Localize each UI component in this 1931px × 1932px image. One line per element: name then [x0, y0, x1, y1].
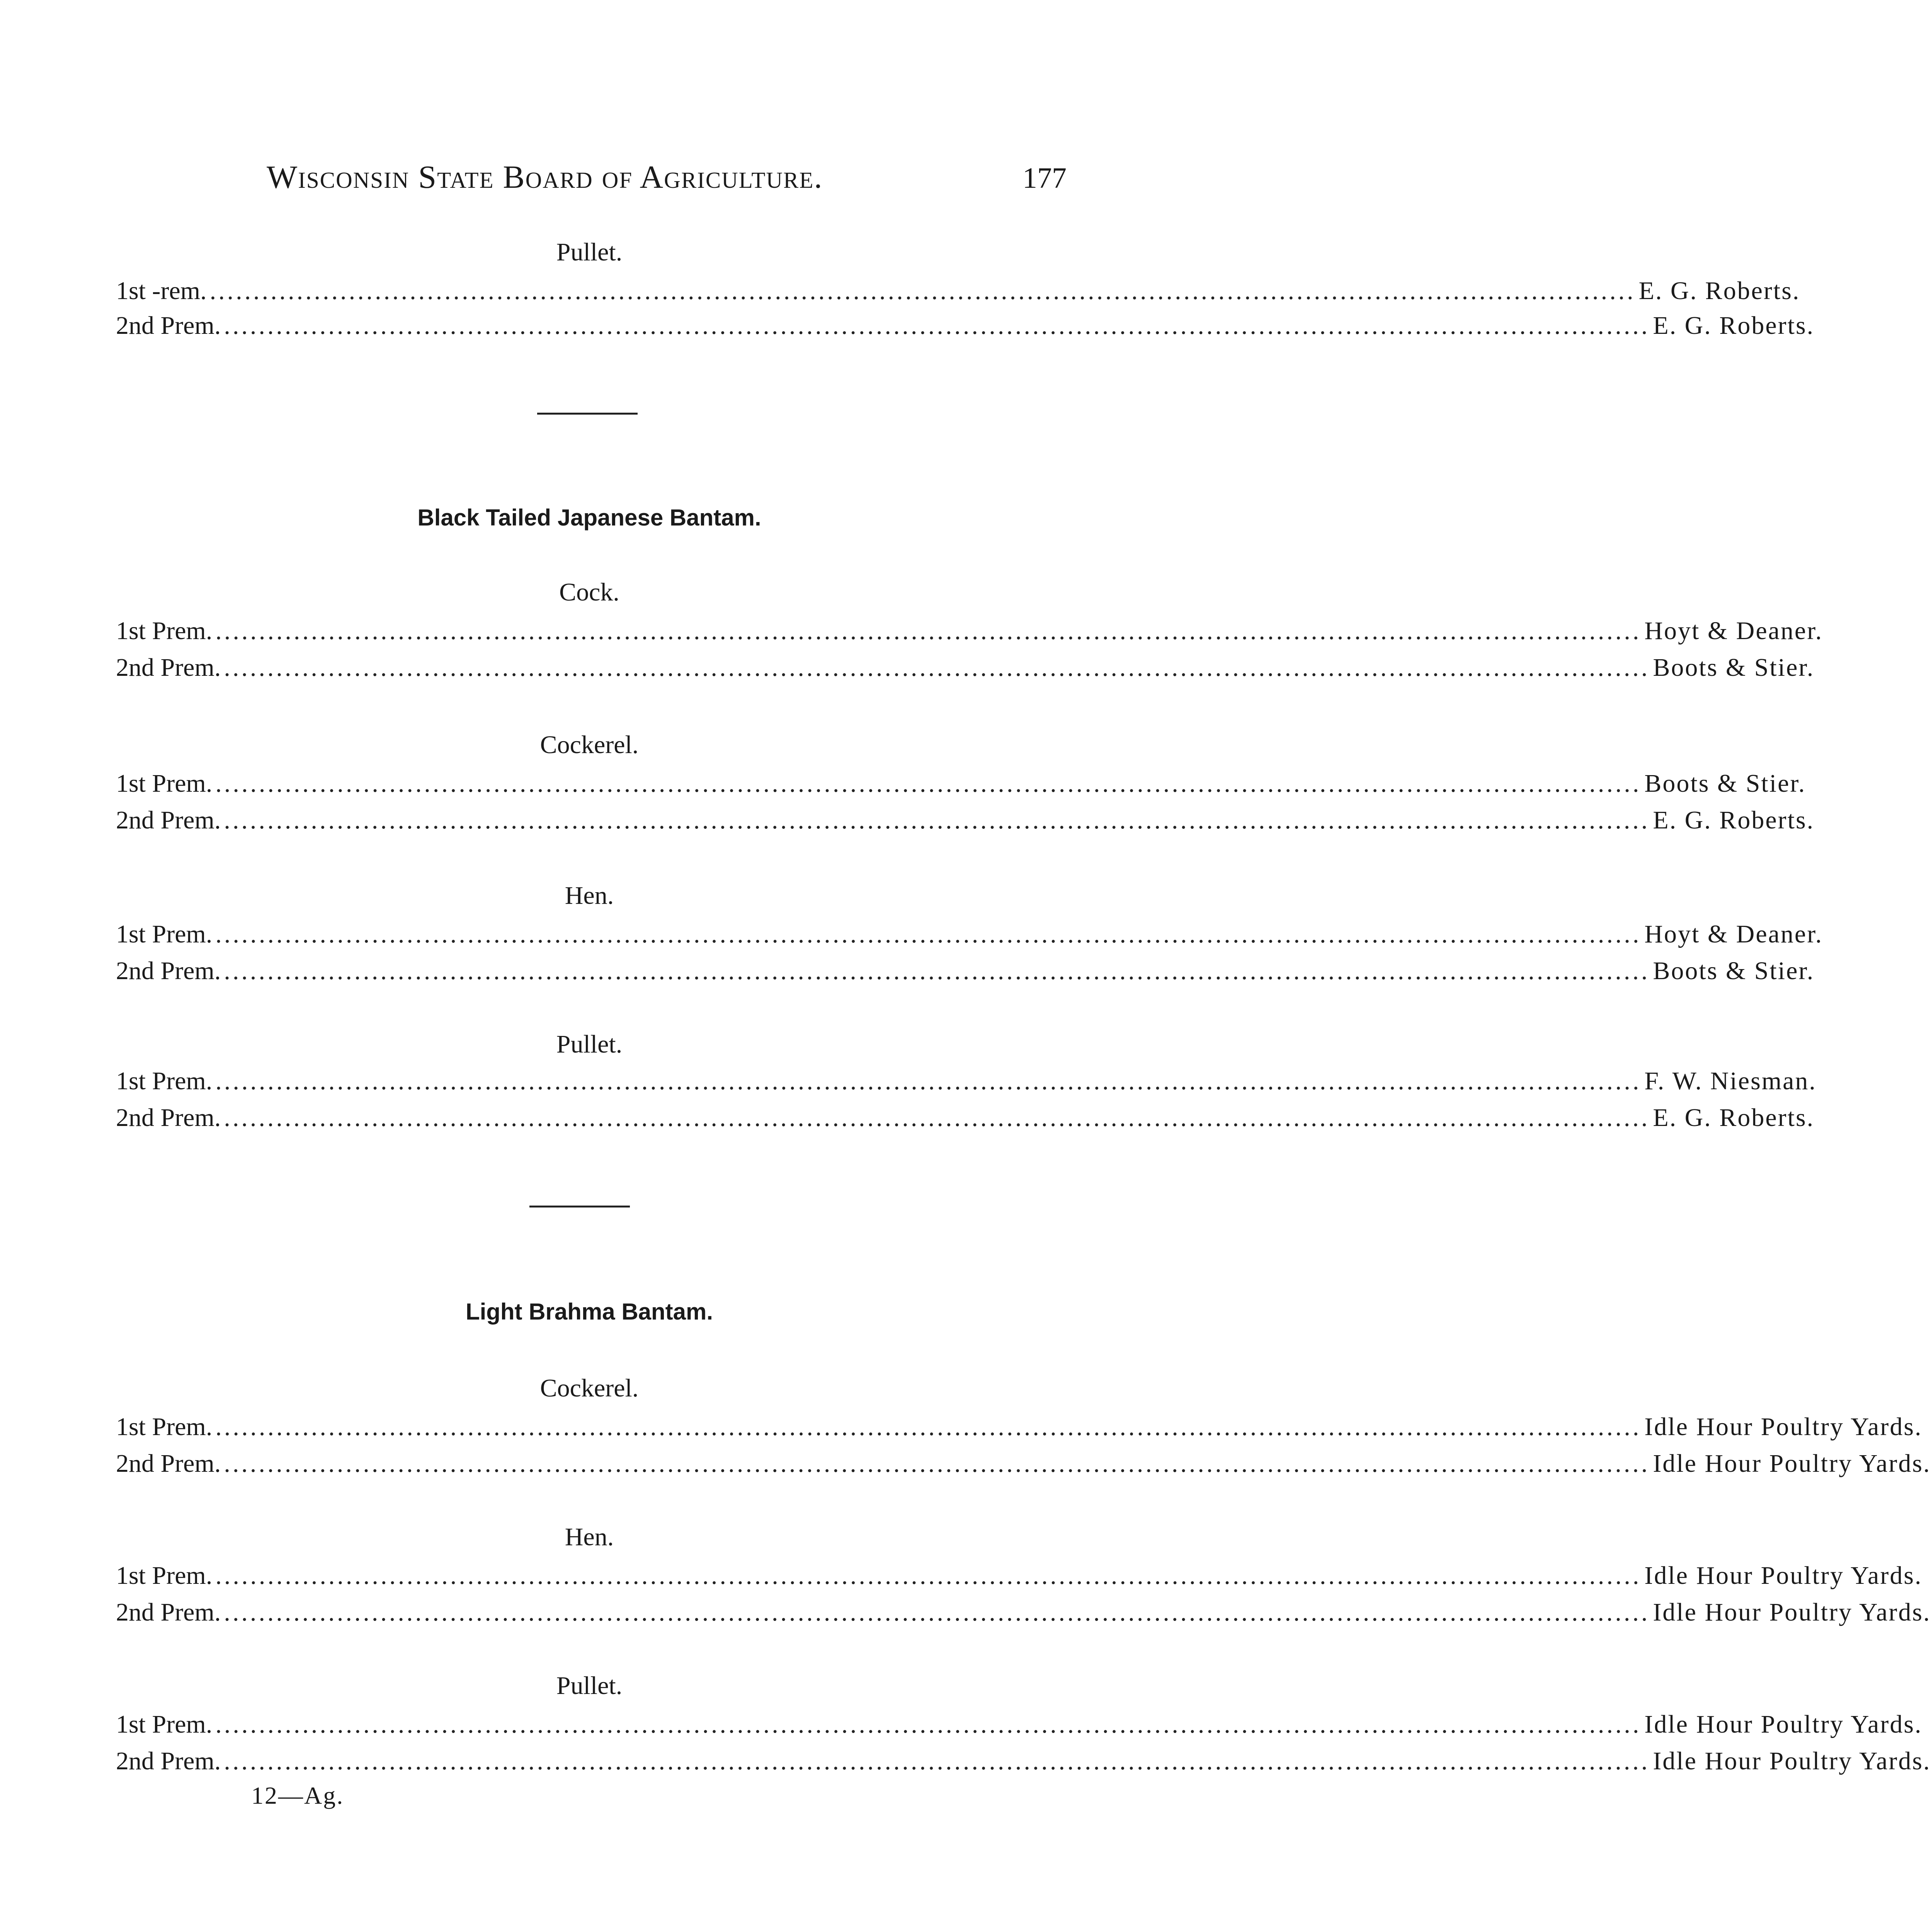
subtitle-cockerel: Cockerel.	[540, 731, 639, 759]
award-row	[116, 1710, 1922, 1745]
award-row	[116, 1066, 1817, 1101]
award-row	[116, 1598, 1931, 1633]
leader-dots: ....................................................................................................................................................................	[224, 806, 1650, 834]
header-title: Wisconsin State Board of Agriculture.	[267, 159, 823, 195]
leader-dots: ....................................................................................................................................................................	[224, 1449, 1650, 1478]
winner-name: E. G. Roberts.	[1638, 277, 1800, 305]
leader-dots: ....................................................................................................................................................................	[224, 1104, 1650, 1132]
premium-label: 1st Prem.	[116, 1413, 213, 1441]
leader-dots: ....................................................................................................................................................................	[224, 653, 1650, 682]
premium-label: 1st -rem.	[116, 277, 207, 305]
winner-name: Idle Hour Poultry Yards.	[1644, 1561, 1922, 1590]
subtitle-cockerel: Cockerel.	[540, 1374, 639, 1402]
leader-dots: ....................................................................................................................................................................	[215, 920, 1642, 948]
award-row	[116, 616, 1823, 651]
leader-dots: ....................................................................................................................................................................	[215, 1710, 1642, 1738]
premium-label: 2nd Prem.	[116, 311, 221, 340]
winner-name: Idle Hour Poultry Yards.	[1644, 1710, 1922, 1738]
premium-label: 2nd Prem.	[116, 1104, 221, 1132]
premium-label: 1st Prem.	[116, 1710, 213, 1738]
running-header	[267, 158, 1067, 201]
winner-name: F. W. Niesman.	[1644, 1067, 1817, 1095]
winner-name: Idle Hour Poultry Yards.	[1653, 1449, 1931, 1478]
leader-dots: ....................................................................................................................................................................	[224, 1598, 1650, 1626]
winner-name: Idle Hour Poultry Yards.	[1653, 1747, 1931, 1775]
award-row	[116, 956, 1815, 991]
section-title: Black Tailed Japanese Bantam.	[417, 505, 761, 531]
signature-mark: 12—Ag.	[251, 1782, 344, 1809]
winner-name: Idle Hour Poultry Yards.	[1644, 1413, 1922, 1441]
subtitle-hen: Hen.	[565, 881, 614, 910]
award-row	[116, 920, 1823, 954]
subtitle-hen: Hen.	[565, 1523, 614, 1551]
award-row	[116, 1449, 1931, 1484]
award-row	[116, 653, 1815, 688]
leader-dots: ....................................................................................................................................................................	[224, 311, 1650, 340]
award-row	[116, 311, 1815, 346]
award-row	[116, 769, 1806, 804]
premium-label: 2nd Prem.	[116, 653, 221, 682]
section-divider	[537, 413, 638, 415]
winner-name: E. G. Roberts.	[1653, 1104, 1815, 1132]
winner-name: Boots & Stier.	[1653, 653, 1815, 682]
premium-label: 1st Prem.	[116, 617, 213, 645]
leader-dots: ....................................................................................................................................................................	[224, 957, 1650, 985]
winner-name: Hoyt & Deaner.	[1644, 920, 1823, 948]
winner-name: E. G. Roberts.	[1653, 806, 1815, 834]
leader-dots: ....................................................................................................................................................................	[215, 1067, 1642, 1095]
premium-label: 2nd Prem.	[116, 806, 221, 834]
premium-label: 2nd Prem.	[116, 1449, 221, 1478]
premium-label: 2nd Prem.	[116, 1598, 221, 1626]
subtitle-pullet: Pullet.	[556, 1672, 623, 1700]
award-row	[116, 1561, 1922, 1596]
leader-dots: ....................................................................................................................................................................	[224, 1747, 1650, 1775]
premium-label: 2nd Prem.	[116, 957, 221, 985]
leader-dots: ....................................................................................................................................................................	[215, 769, 1642, 798]
leader-dots: ....................................................................................................................................................................	[209, 277, 1636, 305]
premium-label: 2nd Prem.	[116, 1747, 221, 1775]
leader-dots: ....................................................................................................................................................................	[215, 1561, 1642, 1590]
subtitle-pullet: Pullet.	[556, 1030, 623, 1058]
winner-name: Boots & Stier.	[1644, 769, 1806, 798]
premium-label: 1st Prem.	[116, 920, 213, 948]
leader-dots: ....................................................................................................................................................................	[215, 1413, 1642, 1441]
award-row	[116, 806, 1815, 840]
page-number: 177	[1022, 162, 1067, 194]
award-row	[116, 1412, 1922, 1447]
winner-name: Idle Hour Poultry Yards.	[1653, 1598, 1931, 1626]
premium-label: 1st Prem.	[116, 1067, 213, 1095]
winner-name: Boots & Stier.	[1653, 957, 1815, 985]
leader-dots: ....................................................................................................................................................................	[215, 617, 1642, 645]
award-row	[116, 1747, 1931, 1781]
premium-label: 1st Prem.	[116, 1561, 213, 1590]
subtitle-cock: Cock.	[559, 578, 619, 606]
winner-name: Hoyt & Deaner.	[1644, 617, 1823, 645]
section-title: Light Brahma Bantam.	[465, 1299, 713, 1325]
award-row	[116, 276, 1800, 311]
winner-name: E. G. Roberts.	[1653, 311, 1815, 340]
subtitle-pullet: Pullet.	[556, 238, 623, 266]
award-row	[116, 1103, 1815, 1138]
section-divider	[529, 1206, 630, 1208]
premium-label: 1st Prem.	[116, 769, 213, 798]
